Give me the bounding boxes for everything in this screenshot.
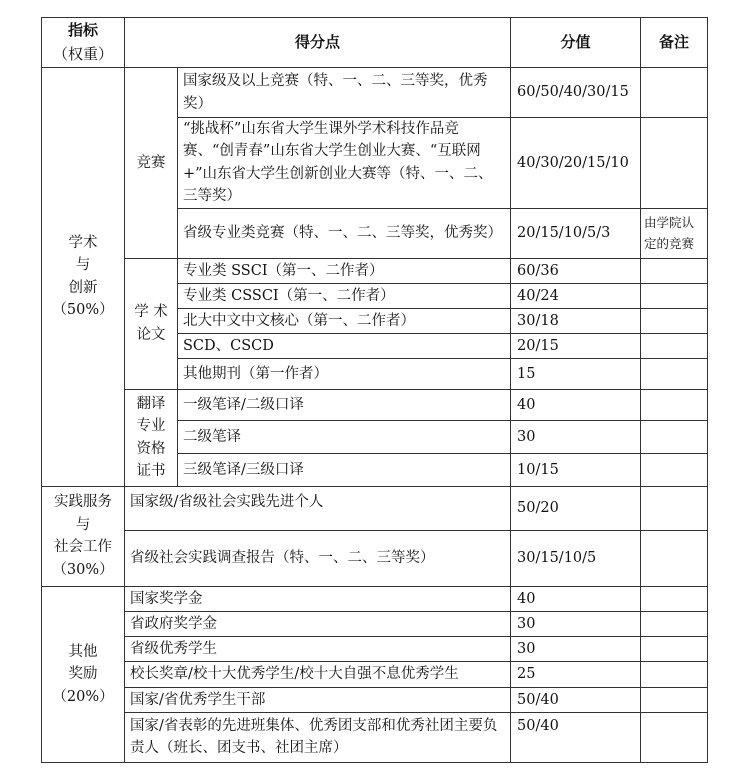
score-cell: 10/15 bbox=[511, 453, 641, 486]
score-cell: 40 bbox=[511, 389, 641, 420]
item-cell: 省级专业类竞赛（特、一、二、三等奖，优秀奖） bbox=[178, 208, 511, 258]
table-row bbox=[42, 611, 708, 636]
score-cell: 40 bbox=[511, 586, 641, 611]
note-cell: 由学院认定的竞赛 bbox=[641, 208, 708, 258]
item-cell: 二级笔译 bbox=[178, 420, 511, 453]
note-cell bbox=[641, 333, 708, 358]
category-academic: 学术 与 创新 （50%） bbox=[42, 68, 125, 487]
note-cell bbox=[641, 118, 708, 209]
item-cell: 省级优秀学生 bbox=[125, 636, 511, 661]
score-cell: 30/18 bbox=[511, 308, 641, 333]
score-cell: 40/30/20/15/10 bbox=[511, 118, 641, 209]
item-cell: 国家奖学金 bbox=[125, 586, 511, 611]
scoring-table bbox=[41, 17, 708, 763]
note-cell bbox=[641, 420, 708, 453]
item-cell: 一级笔译/二级口译 bbox=[178, 389, 511, 420]
table-row bbox=[42, 661, 708, 687]
note-cell bbox=[641, 611, 708, 636]
note-cell bbox=[641, 68, 708, 118]
score-cell: 20/15 bbox=[511, 333, 641, 358]
item-cell: 国家/省优秀学生干部 bbox=[125, 687, 511, 712]
score-cell: 60/50/40/30/15 bbox=[511, 68, 641, 118]
score-cell: 15 bbox=[511, 358, 641, 389]
item-cell: 专业类 CSSCI（第一、二作者） bbox=[178, 283, 511, 308]
item-cell: 国家/省表彰的先进班集体、优秀团支部和优秀社团主要负责人（班长、团支书、社团主席） bbox=[125, 712, 511, 762]
note-cell bbox=[641, 453, 708, 486]
header-indicator: 指标 （权重） bbox=[42, 18, 125, 68]
score-cell: 50/40 bbox=[511, 687, 641, 712]
header-points: 得分点 bbox=[125, 18, 511, 68]
item-cell: 国家级/省级社会实践先进个人 bbox=[125, 486, 511, 530]
item-cell: 专业类 SSCI（第一、二作者） bbox=[178, 258, 511, 283]
note-cell bbox=[641, 636, 708, 661]
item-cell: 北大中文中文核心（第一、二作者） bbox=[178, 308, 511, 333]
score-cell: 60/36 bbox=[511, 258, 641, 283]
score-cell: 30/15/10/5 bbox=[511, 530, 641, 586]
note-cell bbox=[641, 389, 708, 420]
note-cell bbox=[641, 586, 708, 611]
item-cell: 国家级及以上竞赛（特、一、二、三等奖，优秀奖） bbox=[178, 68, 511, 118]
table-row bbox=[42, 486, 708, 530]
category-awards: 其他 奖励 （20%） bbox=[42, 586, 125, 762]
score-cell: 30 bbox=[511, 420, 641, 453]
note-cell bbox=[641, 358, 708, 389]
note-cell bbox=[641, 258, 708, 283]
note-cell bbox=[641, 530, 708, 586]
score-cell: 50/40 bbox=[511, 712, 641, 762]
item-cell: 校长奖章/校十大优秀学生/校十大自强不息优秀学生 bbox=[125, 661, 511, 687]
table-row bbox=[42, 586, 708, 611]
note-cell bbox=[641, 308, 708, 333]
table-row bbox=[42, 530, 708, 586]
header-score: 分值 bbox=[511, 18, 641, 68]
note-cell bbox=[641, 712, 708, 762]
note-cell bbox=[641, 283, 708, 308]
subcategory-translation: 翻译 专业 资格 证书 bbox=[125, 389, 178, 486]
item-cell: SCD、CSCD bbox=[178, 333, 511, 358]
item-cell: “挑战杯”山东省大学生课外学术科技作品竞赛、“创青春”山东省大学生创业大赛、“互联网+”山东省大学生创新创业大赛等（特、一、二、三等奖） bbox=[178, 118, 511, 209]
item-cell: 其他期刊（第一作者） bbox=[178, 358, 511, 389]
item-cell: 省级社会实践调查报告（特、一、二、三等奖） bbox=[125, 530, 511, 586]
header-note: 备注 bbox=[641, 18, 708, 68]
header-row bbox=[42, 18, 708, 68]
table-row bbox=[42, 712, 708, 762]
score-cell: 50/20 bbox=[511, 486, 641, 530]
table-row bbox=[42, 636, 708, 661]
score-cell: 30 bbox=[511, 611, 641, 636]
table-row bbox=[42, 687, 708, 712]
score-cell: 25 bbox=[511, 661, 641, 687]
table-row bbox=[42, 258, 708, 283]
table-row bbox=[42, 68, 708, 118]
note-cell bbox=[641, 661, 708, 687]
subcategory-papers: 学 术 论文 bbox=[125, 258, 178, 389]
category-practice: 实践服务 与 社会工作 （30%） bbox=[42, 486, 125, 586]
table-row bbox=[42, 389, 708, 420]
score-cell: 40/24 bbox=[511, 283, 641, 308]
item-cell: 三级笔译/三级口译 bbox=[178, 453, 511, 486]
item-cell: 省政府奖学金 bbox=[125, 611, 511, 636]
note-cell bbox=[641, 687, 708, 712]
note-cell bbox=[641, 486, 708, 530]
subcategory-competition: 竞赛 bbox=[125, 68, 178, 259]
score-cell: 20/15/10/5/3 bbox=[511, 208, 641, 258]
score-cell: 30 bbox=[511, 636, 641, 661]
